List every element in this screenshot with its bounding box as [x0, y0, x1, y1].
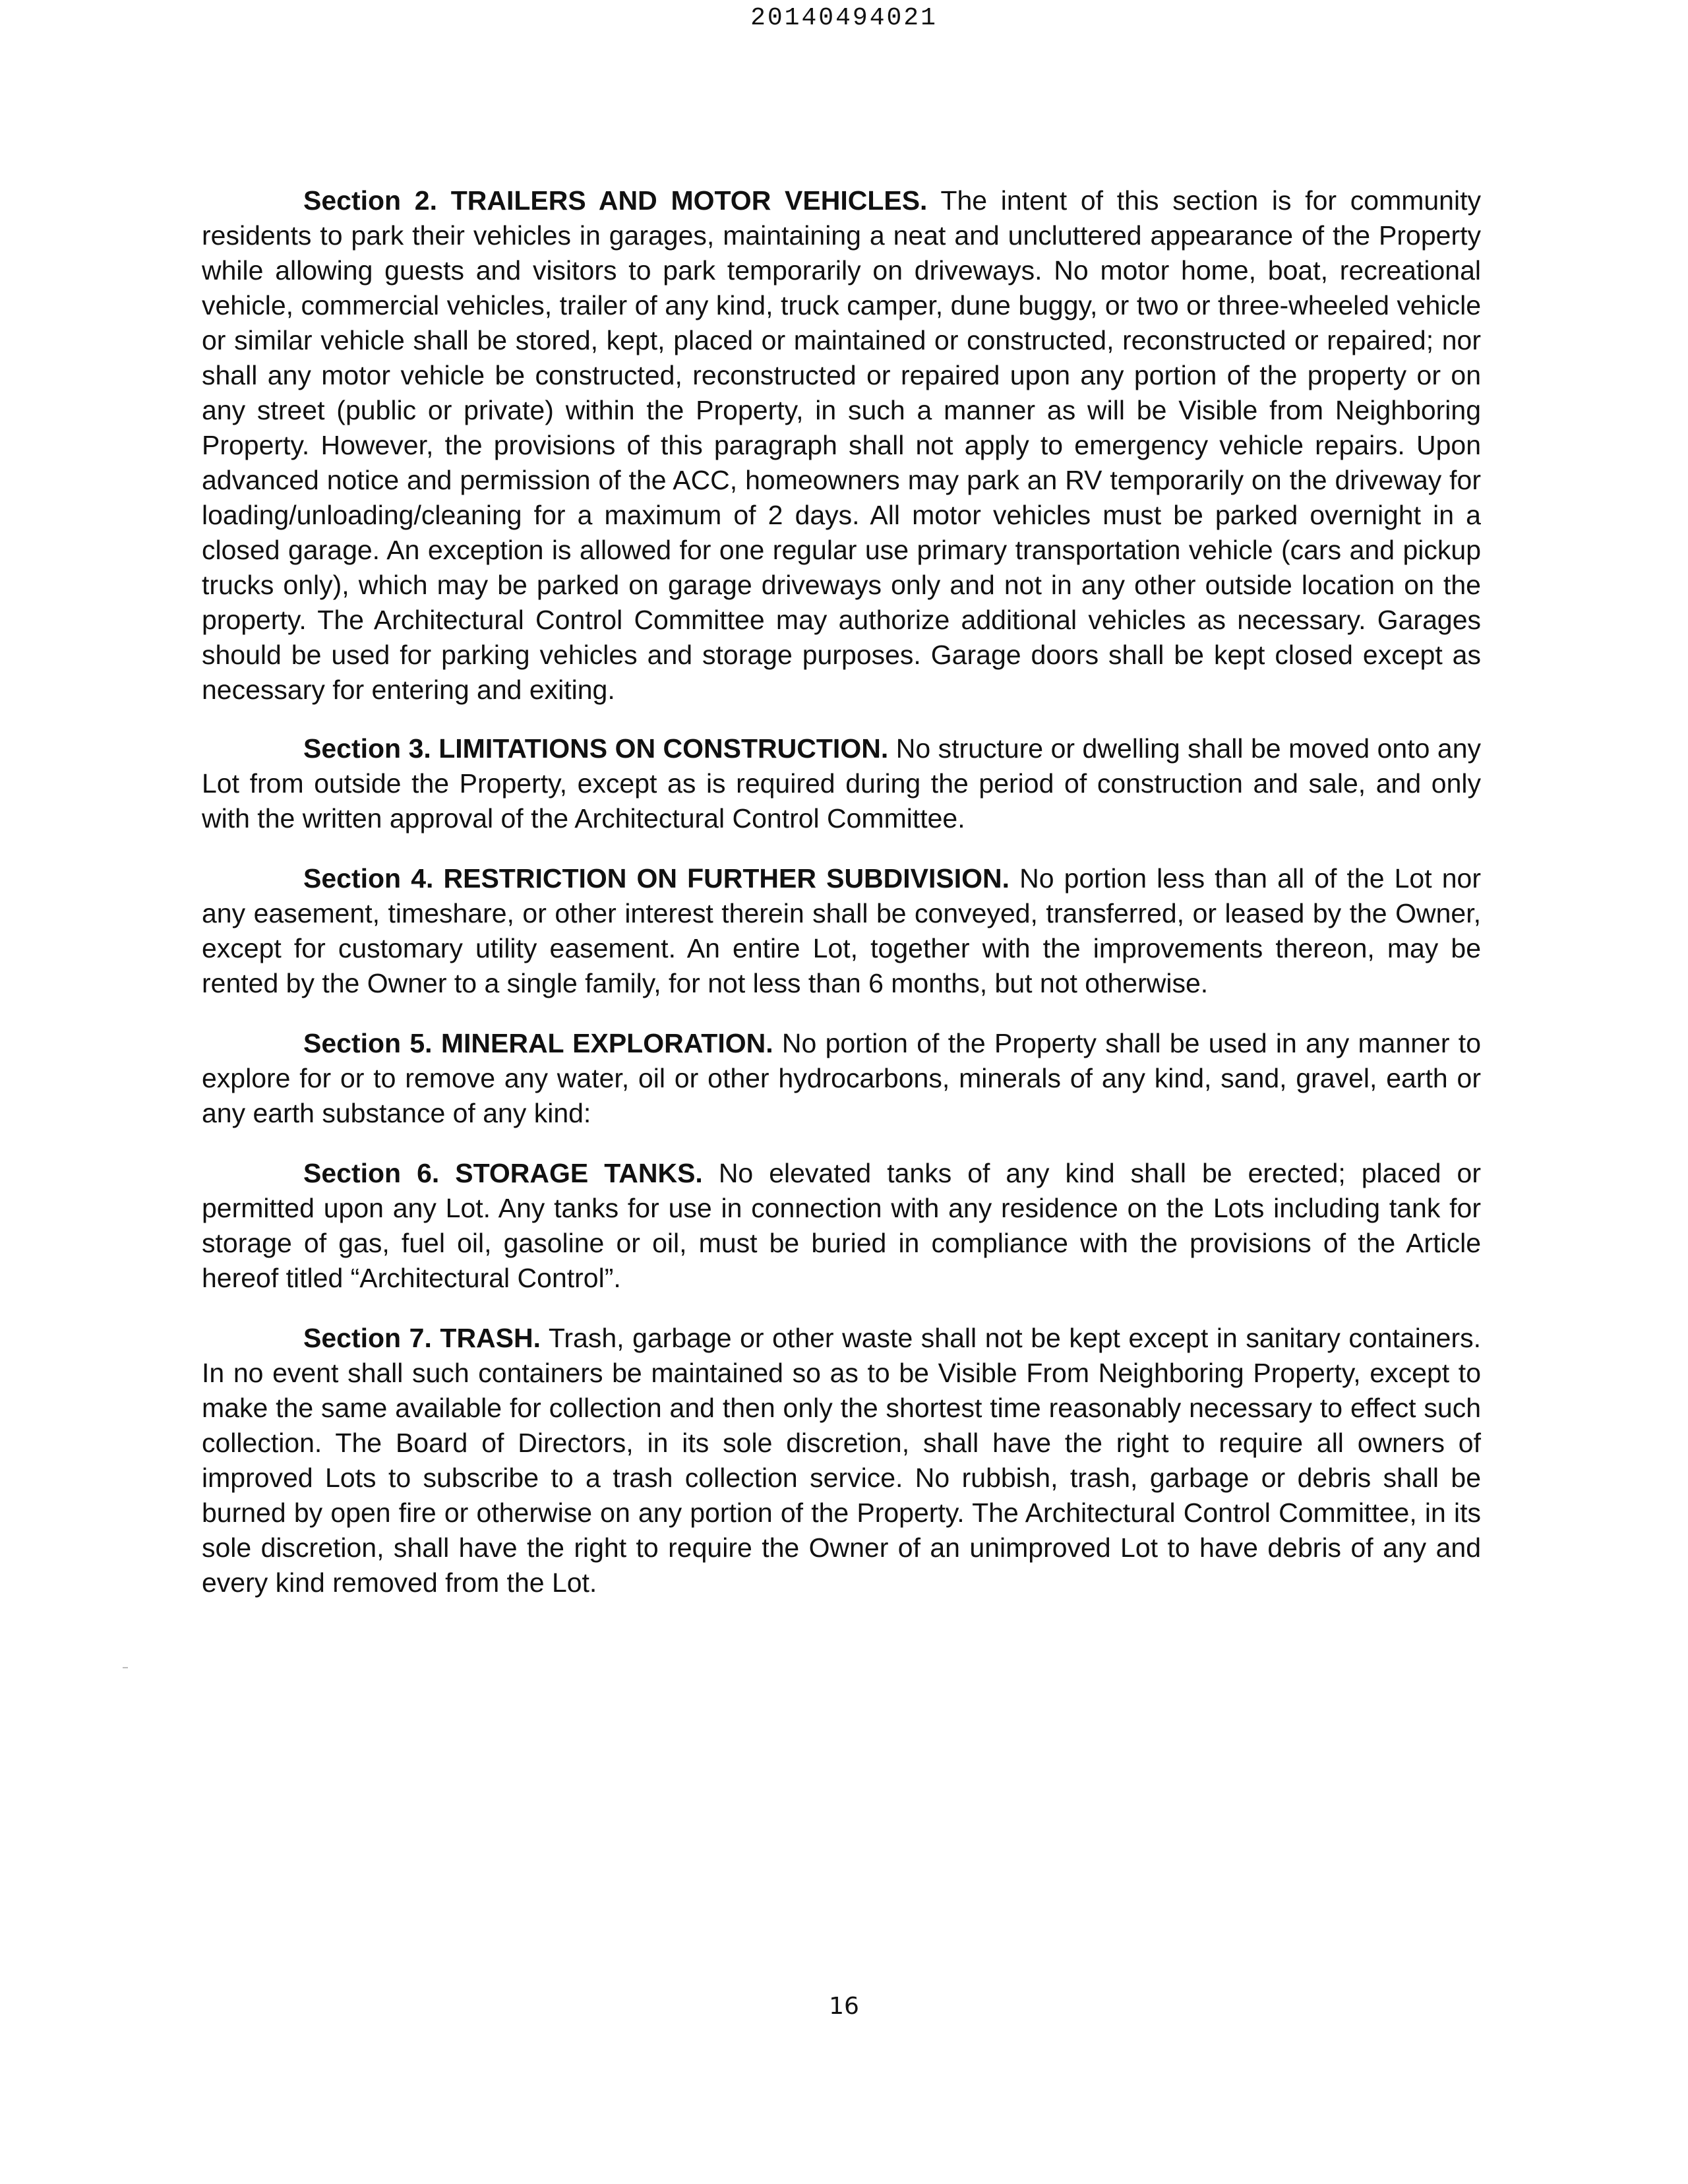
section-text: No structure or dwelling shall be moved onto any Lot from outside the Property, except as is required during the period of construction and sale, and only with the written approval of the Architectural Control Committee.: [202, 733, 1482, 834]
scan-artifact: [123, 1667, 128, 1668]
section-text: No portion of the Property shall be used in any manner to explore for or to remove any water, oil or other hydrocarbons, minerals of any kind, sand, gravel, earth or any earth substance of any kind:: [202, 1028, 1481, 1128]
section-storage-tanks: [202, 1156, 1481, 1296]
document-body: [202, 183, 1481, 1625]
section-heading: Section 4. RESTRICTION ON FURTHER SUBDIVISION.: [303, 863, 1010, 894]
document-number: 20140494021: [750, 4, 938, 32]
page-number: 16: [829, 1993, 859, 2020]
section-trash: [202, 1321, 1481, 1600]
section-text: Trash, garbage or other waste shall not be kept except in sanitary containers. In no event shall such containers be maintained so as to be Visible From Neighboring Property, except to make the same available for collection and then only the shortest time reasonably necessary to effect such collection. The Board of Directors, in its sole discretion, shall have the right to require all owners of improved Lots to subscribe to a trash collection service. No rubbish, trash, garbage or debris shall be burned by open fire or otherwise on any portion of the Property. The Architectural Control Committee, in its sole discretion, shall have the right to require the Owner of an unimproved Lot to have debris of any and every kind removed from the Lot.: [202, 1323, 1481, 1598]
section-trailers-motor-vehicles: [202, 183, 1481, 708]
section-heading: Section 7. TRASH.: [303, 1323, 541, 1353]
section-text: No portion less than all of the Lot nor any easement, timeshare, or other interest therein shall be conveyed, transferred, or leased by the Owner, except for customary utility easement. An entire Lot, together with the improvements thereon, may be rented by the Owner to a single family, for not less than 6 months, but not otherwise.: [202, 863, 1481, 998]
section-heading: Section 5. MINERAL EXPLORATION.: [303, 1028, 773, 1058]
section-mineral-exploration: [202, 1026, 1481, 1131]
section-heading: Section 6. STORAGE TANKS.: [303, 1158, 703, 1188]
section-text: No elevated tanks of any kind shall be erected; placed or permitted upon any Lot. Any tanks for use in connection with any residence on the Lots including tank for storage of gas, fuel oil, gasoline or oil, must be buried in compliance with the provisions of the Article hereof titled “Architectural Control”.: [202, 1158, 1481, 1293]
section-heading: Section 2. TRAILERS AND MOTOR VEHICLES.: [303, 185, 928, 216]
section-limitations-construction: [202, 731, 1481, 836]
section-heading: Section 3. LIMITATIONS ON CONSTRUCTION.: [303, 733, 889, 764]
section-restriction-subdivision: [202, 861, 1481, 1001]
section-text: The intent of this section is for community residents to park their vehicles in garages, maintaining a neat and uncluttered appearance of the Property while allowing guests and visitors to park temporarily on driveways. No motor home, boat, recreational vehicle, commercial vehicles, trailer of any kind, truck camper, dune buggy, or two or three-wheeled vehicle or similar vehicle shall be stored, kept, placed or maintained or constructed, reconstructed or repaired; nor shall any motor vehicle be constructed, reconstructed or repaired upon any portion of the property or on any street (public or private) within the Property, in such a manner as will be Visible from Neighboring Property. However, the provisions of this paragraph shall not apply to emergency vehicle repairs. Upon advanced notice and permission of the ACC, homeowners may park an RV temporarily on the driveway for loading/unloading/cleaning for a maximum of 2 days. All motor vehicles must be parked overnight in a closed garage. An exception is allowed for one regular use primary transportation vehicle (cars and pickup trucks only), which may be parked on garage driveways only and not in any other outside location on the property. The Architectural Control Committee may authorize additional vehicles as necessary. Garages should be used for parking vehicles and storage purposes. Garage doors shall be kept closed except as necessary for entering and exiting.: [202, 185, 1481, 705]
